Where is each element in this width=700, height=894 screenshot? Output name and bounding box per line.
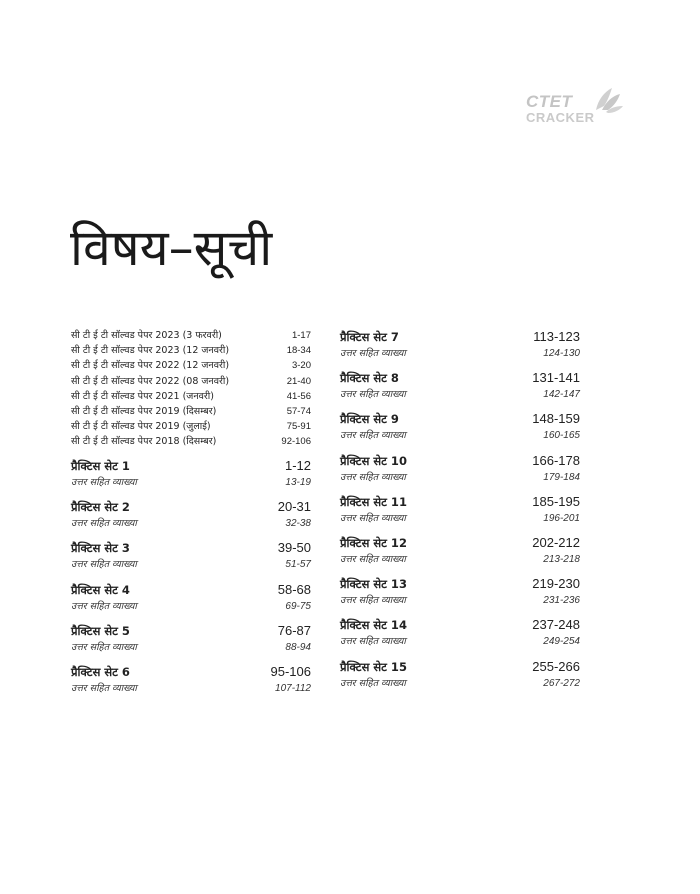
- practice-set-entry: [71, 540, 311, 581]
- solved-papers-list: [71, 328, 311, 450]
- practice-set-entry: [71, 582, 311, 623]
- logo-line-1: CTET: [526, 92, 573, 111]
- practice-set-entry: [71, 664, 311, 705]
- paper-pages: 18-34: [286, 345, 311, 357]
- paper-title: सी टी ई टी सॉल्वड पेपर 2022 (08 जनवरी): [71, 375, 230, 387]
- practice-set-entry: [340, 617, 580, 658]
- practice-set-pages: 185-195: [532, 493, 580, 509]
- practice-set-pages: 219-230: [532, 576, 580, 592]
- practice-set-title: प्रैक्टिस सेट 6: [71, 664, 130, 679]
- practice-set-pages: 255-266: [532, 658, 580, 674]
- practice-set-title: प्रैक्टिस सेट 9: [340, 412, 399, 427]
- practice-set-pages: 131-141: [532, 370, 580, 386]
- solution-pages: 88-94: [285, 641, 311, 653]
- solution-title: उत्तर सहित व्याख्या: [340, 512, 406, 524]
- practice-set-pages: 76-87: [277, 622, 311, 638]
- practice-set-entry: [71, 458, 311, 499]
- solution-title: उत्तर सहित व्याख्या: [71, 682, 137, 694]
- practice-set-title: प्रैक्टिस सेट 5: [71, 623, 130, 638]
- solution-pages: 160-165: [543, 430, 580, 442]
- practice-set-pages: 58-68: [277, 581, 311, 597]
- practice-set-entry: [340, 453, 580, 494]
- practice-set-title: प्रैक्टिस सेट 13: [340, 577, 407, 592]
- paper-pages: 41-56: [286, 390, 311, 402]
- practice-set-entry: [340, 494, 580, 535]
- solution-title: उत्तर सहित व्याख्या: [340, 471, 406, 483]
- list-item: [71, 419, 311, 434]
- practice-set-entry: [340, 329, 580, 370]
- list-item: [71, 389, 311, 404]
- list-item: [71, 328, 311, 343]
- logo-line-2: CRACKER: [526, 110, 595, 125]
- paper-title: सी टी ई टी सॉल्वड पेपर 2023 (12 जनवरी): [71, 345, 230, 357]
- practice-set-title: प्रैक्टिस सेट 7: [340, 330, 399, 344]
- solution-pages: 196-201: [543, 512, 580, 524]
- solution-title: उत्तर सहित व्याख्या: [71, 641, 137, 653]
- paper-title: सी टी ई टी सॉल्वड पेपर 2018 (दिसम्बर): [71, 436, 217, 448]
- solution-pages: 249-254: [543, 636, 580, 648]
- list-item: [71, 404, 311, 419]
- list-item: [71, 343, 311, 358]
- solution-title: उत्तर सहित व्याख्या: [340, 677, 406, 689]
- practice-set-title: प्रैक्टिस सेट 4: [71, 582, 130, 597]
- list-item: [71, 434, 311, 449]
- practice-set-pages: 39-50: [277, 540, 311, 556]
- practice-sets-right-column: [340, 329, 580, 700]
- paper-pages: 92-106: [281, 436, 311, 448]
- practice-set-pages: 1-12: [284, 458, 311, 473]
- solution-pages: 179-184: [543, 471, 580, 483]
- practice-set-pages: 20-31: [277, 499, 311, 515]
- solution-pages: 142-147: [543, 389, 580, 401]
- practice-set-pages: 113-123: [533, 329, 580, 344]
- practice-set-title: प्रैक्टिस सेट 15: [340, 659, 407, 674]
- practice-set-entry: [340, 576, 580, 617]
- practice-set-title: प्रैक्टिस सेट 2: [71, 500, 130, 515]
- practice-set-pages: 237-248: [532, 617, 580, 633]
- practice-set-entry: [340, 370, 580, 411]
- practice-set-title: प्रैक्टिस सेट 14: [340, 618, 407, 633]
- solution-title: उत्तर सहित व्याख्या: [71, 600, 137, 612]
- page-title: विषय–सूची: [70, 219, 273, 277]
- solution-pages: 51-57: [285, 559, 311, 571]
- practice-set-pages: 148-159: [532, 411, 580, 427]
- practice-sets-left-column: [71, 458, 311, 705]
- solution-title: उत्तर सहित व्याख्या: [71, 477, 137, 488]
- practice-set-pages: 202-212: [532, 534, 580, 550]
- solution-title: उत्तर सहित व्याख्या: [71, 518, 137, 530]
- practice-set-pages: 95-106: [270, 663, 311, 679]
- paper-pages: 75-91: [286, 421, 311, 433]
- paper-pages: 21-40: [286, 375, 311, 387]
- practice-set-entry: [340, 411, 580, 452]
- solution-pages: 124-130: [543, 348, 580, 359]
- paper-title: सी टी ई टी सॉल्वड पेपर 2023 (3 फरवरी): [71, 330, 222, 341]
- practice-set-entry: [71, 499, 311, 540]
- solution-pages: 213-218: [543, 553, 580, 565]
- wing-icon: [592, 86, 624, 116]
- solution-title: उत्तर सहित व्याख्या: [340, 553, 406, 565]
- practice-set-entry: [340, 535, 580, 576]
- solution-title: उत्तर सहित व्याख्या: [340, 430, 406, 442]
- solution-pages: 231-236: [543, 595, 580, 607]
- practice-set-entry: [71, 623, 311, 664]
- practice-set-title: प्रैक्टिस सेट 3: [71, 541, 130, 556]
- practice-set-title: प्रैक्टिस सेट 11: [340, 494, 407, 509]
- paper-pages: 57-74: [286, 405, 311, 417]
- practice-set-title: प्रैक्टिस सेट 12: [340, 535, 407, 550]
- solution-pages: 13-19: [285, 477, 311, 488]
- practice-set-entry: [340, 659, 580, 700]
- practice-set-title: प्रैक्टिस सेट 1: [71, 459, 130, 473]
- solution-title: उत्तर सहित व्याख्या: [340, 348, 406, 359]
- solution-title: उत्तर सहित व्याख्या: [71, 559, 137, 571]
- solution-pages: 69-75: [285, 600, 311, 612]
- paper-title: सी टी ई टी सॉल्वड पेपर 2021 (जनवरी): [71, 390, 214, 402]
- practice-set-title: प्रैक्टिस सेट 8: [340, 371, 399, 386]
- solution-pages: 267-272: [543, 677, 580, 689]
- solution-title: उत्तर सहित व्याख्या: [340, 636, 406, 648]
- list-item: [71, 374, 311, 389]
- paper-pages: 3-20: [291, 360, 311, 372]
- solution-pages: 32-38: [285, 518, 311, 530]
- paper-title: सी टी ई टी सॉल्वड पेपर 2019 (जुलाई): [71, 421, 211, 433]
- ctet-cracker-logo: [526, 86, 626, 130]
- list-item: [71, 358, 311, 373]
- paper-title: सी टी ई टी सॉल्वड पेपर 2019 (दिसम्बर): [71, 405, 217, 417]
- solution-title: उत्तर सहित व्याख्या: [340, 595, 406, 607]
- solution-pages: 107-112: [275, 682, 311, 694]
- paper-pages: 1-17: [291, 330, 311, 341]
- paper-title: सी टी ई टी सॉल्वड पेपर 2022 (12 जनवरी): [71, 360, 230, 372]
- practice-set-pages: 166-178: [532, 452, 580, 468]
- practice-set-title: प्रैक्टिस सेट 10: [340, 453, 407, 468]
- solution-title: उत्तर सहित व्याख्या: [340, 389, 406, 401]
